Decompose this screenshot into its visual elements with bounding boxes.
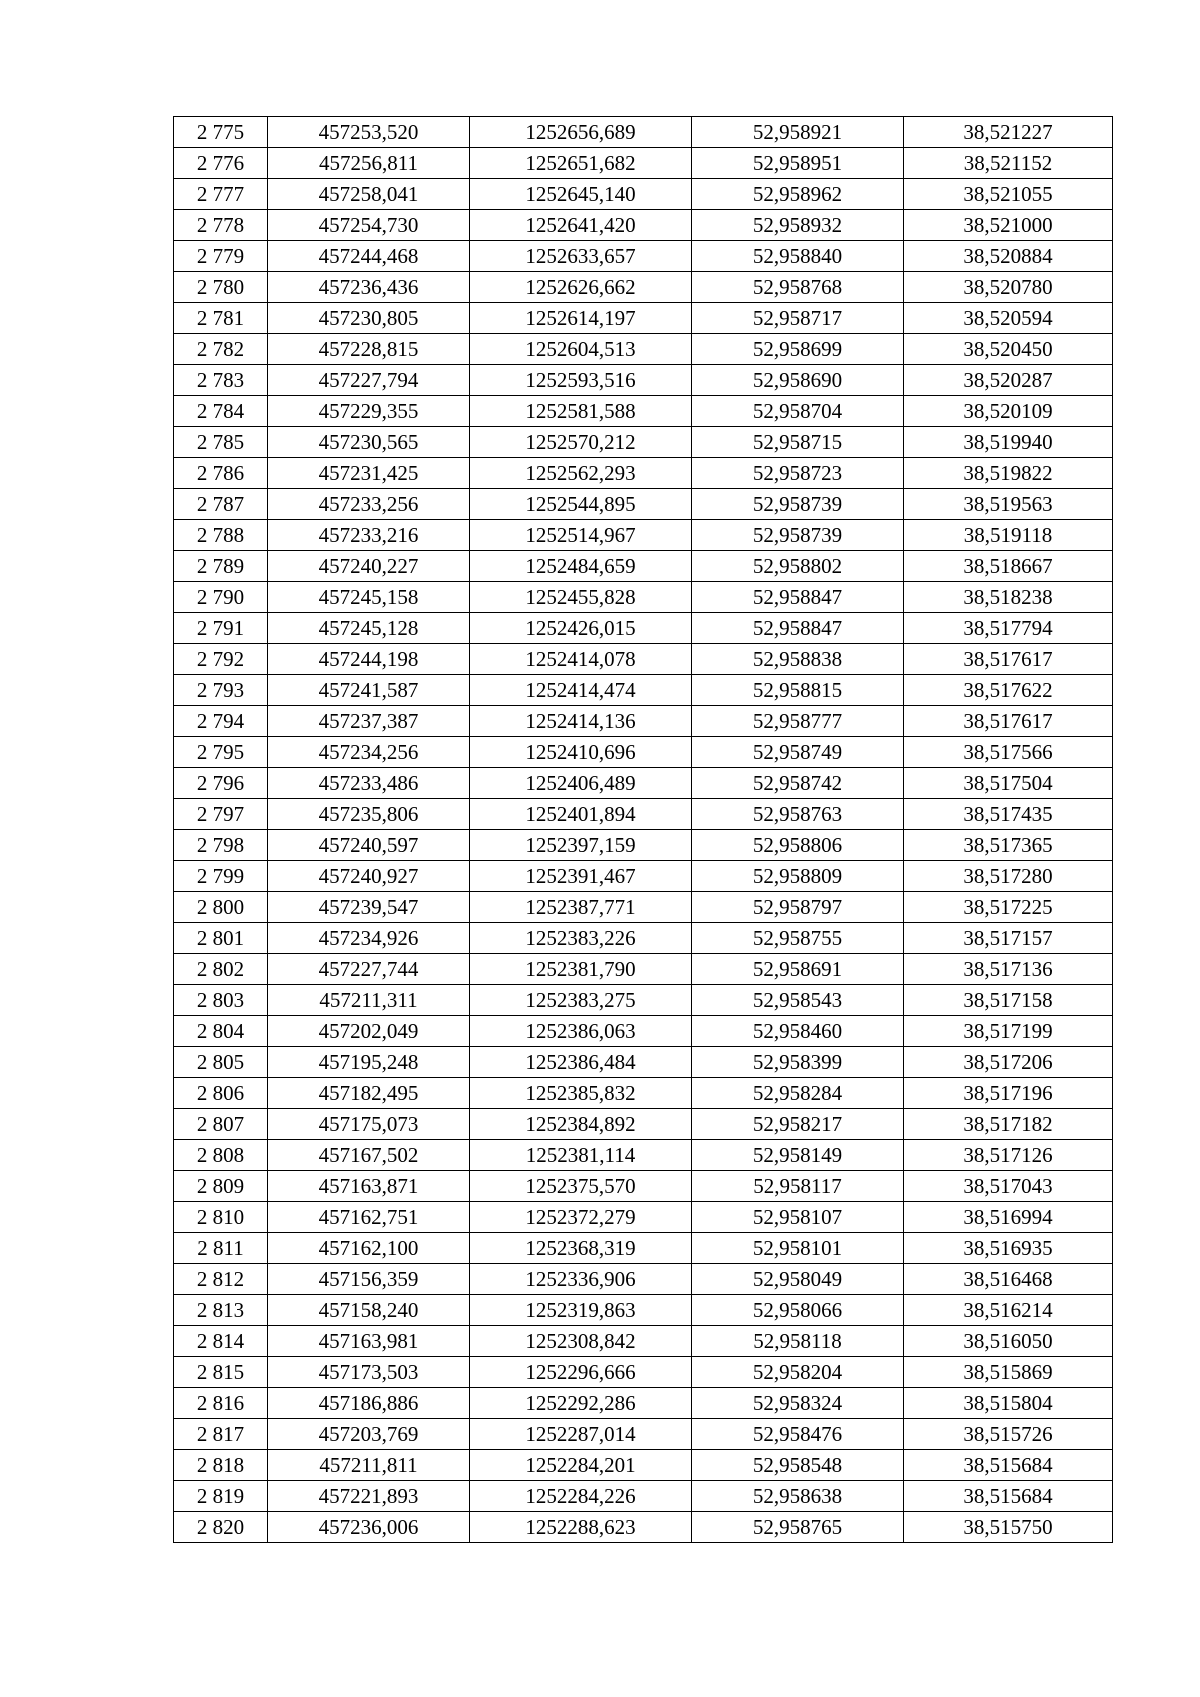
table-row — [174, 1512, 1113, 1543]
point-number-cell: 2 802 — [174, 954, 268, 985]
point-number-cell: 2 813 — [174, 1295, 268, 1326]
y-coordinate-cell: 1252319,863 — [470, 1295, 692, 1326]
latitude-cell: 52,958765 — [692, 1512, 904, 1543]
x-coordinate-cell: 457240,227 — [268, 551, 470, 582]
point-number-cell: 2 779 — [174, 241, 268, 272]
longitude-cell: 38,516050 — [904, 1326, 1113, 1357]
latitude-cell: 52,958066 — [692, 1295, 904, 1326]
y-coordinate-cell: 1252562,293 — [470, 458, 692, 489]
longitude-cell: 38,517617 — [904, 644, 1113, 675]
x-coordinate-cell: 457162,100 — [268, 1233, 470, 1264]
x-coordinate-cell: 457234,256 — [268, 737, 470, 768]
longitude-cell: 38,515869 — [904, 1357, 1113, 1388]
table-row — [174, 551, 1113, 582]
longitude-cell: 38,520450 — [904, 334, 1113, 365]
x-coordinate-cell: 457236,436 — [268, 272, 470, 303]
y-coordinate-cell: 1252284,226 — [470, 1481, 692, 1512]
longitude-cell: 38,520287 — [904, 365, 1113, 396]
longitude-cell: 38,517617 — [904, 706, 1113, 737]
point-number-cell: 2 784 — [174, 396, 268, 427]
x-coordinate-cell: 457233,486 — [268, 768, 470, 799]
point-number-cell: 2 793 — [174, 675, 268, 706]
longitude-cell: 38,521055 — [904, 179, 1113, 210]
longitude-cell: 38,519563 — [904, 489, 1113, 520]
point-number-cell: 2 775 — [174, 117, 268, 148]
longitude-cell: 38,520109 — [904, 396, 1113, 427]
latitude-cell: 52,958217 — [692, 1109, 904, 1140]
latitude-cell: 52,958049 — [692, 1264, 904, 1295]
point-number-cell: 2 790 — [174, 582, 268, 613]
y-coordinate-cell: 1252308,842 — [470, 1326, 692, 1357]
latitude-cell: 52,958118 — [692, 1326, 904, 1357]
x-coordinate-cell: 457195,248 — [268, 1047, 470, 1078]
y-coordinate-cell: 1252372,279 — [470, 1202, 692, 1233]
latitude-cell: 52,958932 — [692, 210, 904, 241]
point-number-cell: 2 803 — [174, 985, 268, 1016]
x-coordinate-cell: 457230,565 — [268, 427, 470, 458]
x-coordinate-cell: 457162,751 — [268, 1202, 470, 1233]
latitude-cell: 52,958815 — [692, 675, 904, 706]
y-coordinate-cell: 1252381,790 — [470, 954, 692, 985]
longitude-cell: 38,517136 — [904, 954, 1113, 985]
longitude-cell: 38,517225 — [904, 892, 1113, 923]
point-number-cell: 2 796 — [174, 768, 268, 799]
longitude-cell: 38,516935 — [904, 1233, 1113, 1264]
table-row — [174, 458, 1113, 489]
table-row — [174, 644, 1113, 675]
latitude-cell: 52,958755 — [692, 923, 904, 954]
x-coordinate-cell: 457240,927 — [268, 861, 470, 892]
y-coordinate-cell: 1252383,275 — [470, 985, 692, 1016]
y-coordinate-cell: 1252614,197 — [470, 303, 692, 334]
longitude-cell: 38,517566 — [904, 737, 1113, 768]
table-row — [174, 1078, 1113, 1109]
y-coordinate-cell: 1252626,662 — [470, 272, 692, 303]
y-coordinate-cell: 1252385,832 — [470, 1078, 692, 1109]
x-coordinate-cell: 457256,811 — [268, 148, 470, 179]
y-coordinate-cell: 1252287,014 — [470, 1419, 692, 1450]
longitude-cell: 38,515684 — [904, 1481, 1113, 1512]
table-row — [174, 1419, 1113, 1450]
table-row — [174, 1264, 1113, 1295]
longitude-cell: 38,521152 — [904, 148, 1113, 179]
table-row — [174, 768, 1113, 799]
y-coordinate-cell: 1252391,467 — [470, 861, 692, 892]
longitude-cell: 38,516994 — [904, 1202, 1113, 1233]
longitude-cell: 38,517158 — [904, 985, 1113, 1016]
longitude-cell: 38,521227 — [904, 117, 1113, 148]
point-number-cell: 2 807 — [174, 1109, 268, 1140]
point-number-cell: 2 806 — [174, 1078, 268, 1109]
table-row — [174, 272, 1113, 303]
table-row — [174, 241, 1113, 272]
table-row — [174, 861, 1113, 892]
longitude-cell: 38,520780 — [904, 272, 1113, 303]
table-row — [174, 334, 1113, 365]
table-row — [174, 1450, 1113, 1481]
point-number-cell: 2 786 — [174, 458, 268, 489]
latitude-cell: 52,958543 — [692, 985, 904, 1016]
latitude-cell: 52,958715 — [692, 427, 904, 458]
latitude-cell: 52,958962 — [692, 179, 904, 210]
table-row — [174, 706, 1113, 737]
point-number-cell: 2 789 — [174, 551, 268, 582]
point-number-cell: 2 776 — [174, 148, 268, 179]
longitude-cell: 38,518238 — [904, 582, 1113, 613]
table-row — [174, 148, 1113, 179]
point-number-cell: 2 800 — [174, 892, 268, 923]
y-coordinate-cell: 1252375,570 — [470, 1171, 692, 1202]
table-row — [174, 830, 1113, 861]
longitude-cell: 38,517435 — [904, 799, 1113, 830]
point-number-cell: 2 818 — [174, 1450, 268, 1481]
y-coordinate-cell: 1252651,682 — [470, 148, 692, 179]
x-coordinate-cell: 457253,520 — [268, 117, 470, 148]
y-coordinate-cell: 1252414,474 — [470, 675, 692, 706]
point-number-cell: 2 814 — [174, 1326, 268, 1357]
y-coordinate-cell: 1252414,078 — [470, 644, 692, 675]
point-number-cell: 2 794 — [174, 706, 268, 737]
point-number-cell: 2 808 — [174, 1140, 268, 1171]
latitude-cell: 52,958768 — [692, 272, 904, 303]
y-coordinate-cell: 1252397,159 — [470, 830, 692, 861]
x-coordinate-cell: 457163,981 — [268, 1326, 470, 1357]
table-row — [174, 210, 1113, 241]
point-number-cell: 2 777 — [174, 179, 268, 210]
point-number-cell: 2 797 — [174, 799, 268, 830]
y-coordinate-cell: 1252570,212 — [470, 427, 692, 458]
latitude-cell: 52,958838 — [692, 644, 904, 675]
y-coordinate-cell: 1252288,623 — [470, 1512, 692, 1543]
table-row — [174, 1388, 1113, 1419]
y-coordinate-cell: 1252455,828 — [470, 582, 692, 613]
longitude-cell: 38,517504 — [904, 768, 1113, 799]
x-coordinate-cell: 457163,871 — [268, 1171, 470, 1202]
y-coordinate-cell: 1252645,140 — [470, 179, 692, 210]
x-coordinate-cell: 457233,216 — [268, 520, 470, 551]
longitude-cell: 38,515726 — [904, 1419, 1113, 1450]
x-coordinate-cell: 457228,815 — [268, 334, 470, 365]
table-row — [174, 1171, 1113, 1202]
latitude-cell: 52,958847 — [692, 582, 904, 613]
latitude-cell: 52,958847 — [692, 613, 904, 644]
x-coordinate-cell: 457203,769 — [268, 1419, 470, 1450]
point-number-cell: 2 816 — [174, 1388, 268, 1419]
y-coordinate-cell: 1252414,136 — [470, 706, 692, 737]
table-row — [174, 1481, 1113, 1512]
longitude-cell: 38,517126 — [904, 1140, 1113, 1171]
x-coordinate-cell: 457167,502 — [268, 1140, 470, 1171]
latitude-cell: 52,958742 — [692, 768, 904, 799]
latitude-cell: 52,958284 — [692, 1078, 904, 1109]
x-coordinate-cell: 457244,198 — [268, 644, 470, 675]
latitude-cell: 52,958691 — [692, 954, 904, 985]
point-number-cell: 2 782 — [174, 334, 268, 365]
table-row — [174, 1295, 1113, 1326]
latitude-cell: 52,958101 — [692, 1233, 904, 1264]
latitude-cell: 52,958921 — [692, 117, 904, 148]
x-coordinate-cell: 457233,256 — [268, 489, 470, 520]
table-row — [174, 1109, 1113, 1140]
latitude-cell: 52,958204 — [692, 1357, 904, 1388]
latitude-cell: 52,958117 — [692, 1171, 904, 1202]
x-coordinate-cell: 457231,425 — [268, 458, 470, 489]
table-row — [174, 365, 1113, 396]
x-coordinate-cell: 457241,587 — [268, 675, 470, 706]
x-coordinate-cell: 457245,128 — [268, 613, 470, 644]
latitude-cell: 52,958739 — [692, 489, 904, 520]
point-number-cell: 2 819 — [174, 1481, 268, 1512]
latitude-cell: 52,958777 — [692, 706, 904, 737]
table-row — [174, 1326, 1113, 1357]
y-coordinate-cell: 1252410,696 — [470, 737, 692, 768]
longitude-cell: 38,516214 — [904, 1295, 1113, 1326]
y-coordinate-cell: 1252383,226 — [470, 923, 692, 954]
x-coordinate-cell: 457236,006 — [268, 1512, 470, 1543]
y-coordinate-cell: 1252336,906 — [470, 1264, 692, 1295]
x-coordinate-cell: 457234,926 — [268, 923, 470, 954]
point-number-cell: 2 817 — [174, 1419, 268, 1450]
latitude-cell: 52,958840 — [692, 241, 904, 272]
table-row — [174, 1357, 1113, 1388]
point-number-cell: 2 781 — [174, 303, 268, 334]
point-number-cell: 2 804 — [174, 1016, 268, 1047]
longitude-cell: 38,518667 — [904, 551, 1113, 582]
latitude-cell: 52,958739 — [692, 520, 904, 551]
point-number-cell: 2 812 — [174, 1264, 268, 1295]
latitude-cell: 52,958797 — [692, 892, 904, 923]
x-coordinate-cell: 457211,311 — [268, 985, 470, 1016]
point-number-cell: 2 798 — [174, 830, 268, 861]
table-row — [174, 1233, 1113, 1264]
x-coordinate-cell: 457227,794 — [268, 365, 470, 396]
table-row — [174, 1047, 1113, 1078]
table-row — [174, 520, 1113, 551]
y-coordinate-cell: 1252386,063 — [470, 1016, 692, 1047]
y-coordinate-cell: 1252284,201 — [470, 1450, 692, 1481]
latitude-cell: 52,958704 — [692, 396, 904, 427]
y-coordinate-cell: 1252381,114 — [470, 1140, 692, 1171]
x-coordinate-cell: 457221,893 — [268, 1481, 470, 1512]
x-coordinate-cell: 457230,805 — [268, 303, 470, 334]
longitude-cell: 38,517199 — [904, 1016, 1113, 1047]
point-number-cell: 2 791 — [174, 613, 268, 644]
table-row — [174, 892, 1113, 923]
point-number-cell: 2 788 — [174, 520, 268, 551]
longitude-cell: 38,517622 — [904, 675, 1113, 706]
y-coordinate-cell: 1252401,894 — [470, 799, 692, 830]
longitude-cell: 38,519940 — [904, 427, 1113, 458]
table-row — [174, 1202, 1113, 1233]
x-coordinate-cell: 457156,359 — [268, 1264, 470, 1295]
longitude-cell: 38,519118 — [904, 520, 1113, 551]
y-coordinate-cell: 1252386,484 — [470, 1047, 692, 1078]
x-coordinate-cell: 457237,387 — [268, 706, 470, 737]
latitude-cell: 52,958548 — [692, 1450, 904, 1481]
x-coordinate-cell: 457175,073 — [268, 1109, 470, 1140]
table-row — [174, 923, 1113, 954]
y-coordinate-cell: 1252581,588 — [470, 396, 692, 427]
table-row — [174, 954, 1113, 985]
point-number-cell: 2 778 — [174, 210, 268, 241]
x-coordinate-cell: 457229,355 — [268, 396, 470, 427]
latitude-cell: 52,958638 — [692, 1481, 904, 1512]
y-coordinate-cell: 1252368,319 — [470, 1233, 692, 1264]
longitude-cell: 38,516468 — [904, 1264, 1113, 1295]
point-number-cell: 2 810 — [174, 1202, 268, 1233]
y-coordinate-cell: 1252292,286 — [470, 1388, 692, 1419]
y-coordinate-cell: 1252406,489 — [470, 768, 692, 799]
latitude-cell: 52,958723 — [692, 458, 904, 489]
y-coordinate-cell: 1252426,015 — [470, 613, 692, 644]
x-coordinate-cell: 457227,744 — [268, 954, 470, 985]
latitude-cell: 52,958717 — [692, 303, 904, 334]
table-row — [174, 985, 1113, 1016]
coordinates-table — [173, 116, 1113, 1543]
y-coordinate-cell: 1252641,420 — [470, 210, 692, 241]
table-row — [174, 799, 1113, 830]
latitude-cell: 52,958460 — [692, 1016, 904, 1047]
x-coordinate-cell: 457244,468 — [268, 241, 470, 272]
x-coordinate-cell: 457239,547 — [268, 892, 470, 923]
longitude-cell: 38,517182 — [904, 1109, 1113, 1140]
y-coordinate-cell: 1252633,657 — [470, 241, 692, 272]
x-coordinate-cell: 457254,730 — [268, 210, 470, 241]
latitude-cell: 52,958802 — [692, 551, 904, 582]
latitude-cell: 52,958476 — [692, 1419, 904, 1450]
y-coordinate-cell: 1252387,771 — [470, 892, 692, 923]
point-number-cell: 2 809 — [174, 1171, 268, 1202]
latitude-cell: 52,958749 — [692, 737, 904, 768]
y-coordinate-cell: 1252656,689 — [470, 117, 692, 148]
point-number-cell: 2 811 — [174, 1233, 268, 1264]
y-coordinate-cell: 1252593,516 — [470, 365, 692, 396]
point-number-cell: 2 815 — [174, 1357, 268, 1388]
y-coordinate-cell: 1252544,895 — [470, 489, 692, 520]
latitude-cell: 52,958951 — [692, 148, 904, 179]
x-coordinate-cell: 457186,886 — [268, 1388, 470, 1419]
x-coordinate-cell: 457158,240 — [268, 1295, 470, 1326]
point-number-cell: 2 795 — [174, 737, 268, 768]
latitude-cell: 52,958324 — [692, 1388, 904, 1419]
longitude-cell: 38,521000 — [904, 210, 1113, 241]
x-coordinate-cell: 457173,503 — [268, 1357, 470, 1388]
y-coordinate-cell: 1252514,967 — [470, 520, 692, 551]
coordinates-table-body — [174, 117, 1113, 1543]
point-number-cell: 2 820 — [174, 1512, 268, 1543]
latitude-cell: 52,958699 — [692, 334, 904, 365]
latitude-cell: 52,958809 — [692, 861, 904, 892]
latitude-cell: 52,958763 — [692, 799, 904, 830]
table-row — [174, 613, 1113, 644]
table-row — [174, 582, 1113, 613]
longitude-cell: 38,515750 — [904, 1512, 1113, 1543]
x-coordinate-cell: 457202,049 — [268, 1016, 470, 1047]
point-number-cell: 2 799 — [174, 861, 268, 892]
y-coordinate-cell: 1252296,666 — [470, 1357, 692, 1388]
table-row — [174, 675, 1113, 706]
longitude-cell: 38,515804 — [904, 1388, 1113, 1419]
longitude-cell: 38,515684 — [904, 1450, 1113, 1481]
latitude-cell: 52,958399 — [692, 1047, 904, 1078]
point-number-cell: 2 785 — [174, 427, 268, 458]
longitude-cell: 38,517043 — [904, 1171, 1113, 1202]
x-coordinate-cell: 457240,597 — [268, 830, 470, 861]
latitude-cell: 52,958806 — [692, 830, 904, 861]
point-number-cell: 2 787 — [174, 489, 268, 520]
longitude-cell: 38,517794 — [904, 613, 1113, 644]
longitude-cell: 38,517280 — [904, 861, 1113, 892]
point-number-cell: 2 783 — [174, 365, 268, 396]
longitude-cell: 38,520594 — [904, 303, 1113, 334]
y-coordinate-cell: 1252384,892 — [470, 1109, 692, 1140]
point-number-cell: 2 780 — [174, 272, 268, 303]
x-coordinate-cell: 457258,041 — [268, 179, 470, 210]
table-row — [174, 303, 1113, 334]
table-row — [174, 427, 1113, 458]
table-row — [174, 179, 1113, 210]
table-row — [174, 117, 1113, 148]
x-coordinate-cell: 457235,806 — [268, 799, 470, 830]
longitude-cell: 38,517196 — [904, 1078, 1113, 1109]
x-coordinate-cell: 457245,158 — [268, 582, 470, 613]
point-number-cell: 2 805 — [174, 1047, 268, 1078]
x-coordinate-cell: 457211,811 — [268, 1450, 470, 1481]
table-row — [174, 489, 1113, 520]
x-coordinate-cell: 457182,495 — [268, 1078, 470, 1109]
point-number-cell: 2 801 — [174, 923, 268, 954]
y-coordinate-cell: 1252484,659 — [470, 551, 692, 582]
latitude-cell: 52,958149 — [692, 1140, 904, 1171]
latitude-cell: 52,958107 — [692, 1202, 904, 1233]
table-row — [174, 1140, 1113, 1171]
table-row — [174, 737, 1113, 768]
point-number-cell: 2 792 — [174, 644, 268, 675]
table-row — [174, 396, 1113, 427]
longitude-cell: 38,520884 — [904, 241, 1113, 272]
y-coordinate-cell: 1252604,513 — [470, 334, 692, 365]
latitude-cell: 52,958690 — [692, 365, 904, 396]
longitude-cell: 38,519822 — [904, 458, 1113, 489]
table-row — [174, 1016, 1113, 1047]
longitude-cell: 38,517206 — [904, 1047, 1113, 1078]
longitude-cell: 38,517365 — [904, 830, 1113, 861]
longitude-cell: 38,517157 — [904, 923, 1113, 954]
